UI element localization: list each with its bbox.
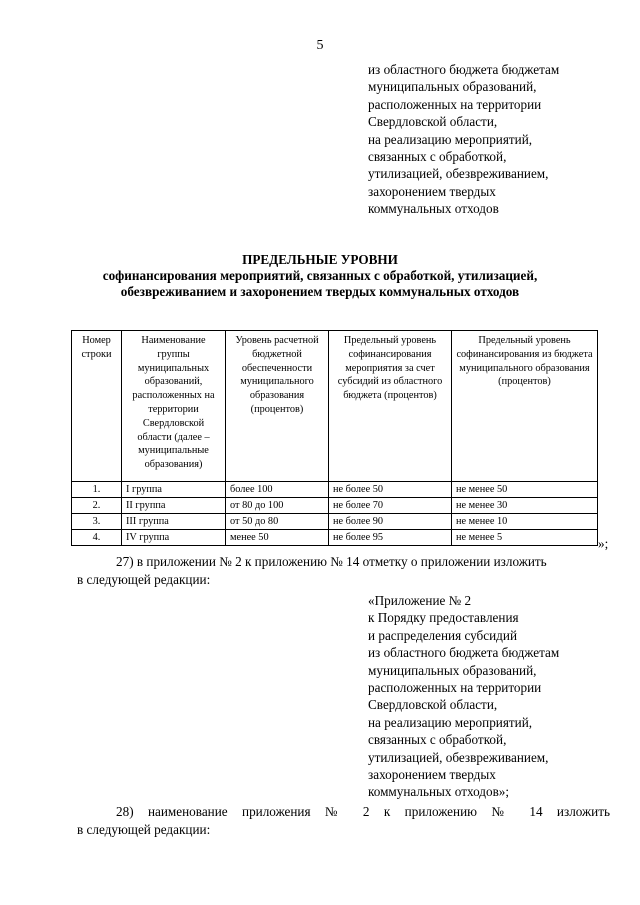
cell-group: IV группа [122,530,226,546]
address-line: на реализацию мероприятий, [368,131,533,147]
address-line: на реализацию мероприятий, [368,714,533,730]
cell-row-number: 3. [72,514,122,530]
cell-row-number: 4. [72,530,122,546]
cell-group: II группа [122,498,226,514]
header-budget-level: Уровень расчетной бюджетной обеспеченности муниципального образования (процентов) [226,331,329,482]
address-line: коммунальных отходов»; [368,784,510,800]
address-line: к Порядку предоставления [368,610,519,626]
cell-municipal-share: не менее 5 [452,530,598,546]
cell-regional-share: не более 90 [329,514,452,530]
header-row-number: Номер строки [72,331,122,482]
paragraph-28 [77,803,610,839]
address-line: захоронением твердых [368,766,496,782]
cell-budget-level: от 50 до 80 [226,514,329,530]
table-row [72,482,598,498]
address-line: расположенных на территории [368,96,542,112]
paragraph-27 [77,553,610,589]
cell-row-number: 1. [72,482,122,498]
cell-regional-share: не более 50 [329,482,452,498]
document-subtitle-line2: обезвреживанием и захоронением твердых коммунальных отходов [120,284,520,299]
table-row [72,498,598,514]
address-line: из областного бюджета бюджетам [368,62,560,77]
document-title: ПРЕДЕЛЬНЫЕ УРОВНИ [242,252,398,267]
cell-budget-level: более 100 [226,482,329,498]
address-line: Свердловской области, [368,697,498,713]
paragraph-27-line2: в следующей редакции: [77,572,211,587]
address-line: связанных с обработкой, [368,732,507,748]
address-line: утилизацией, обезвреживанием, [368,749,549,765]
address-line: муниципальных образований, [368,662,537,678]
document-subtitle-line1: софинансирования мероприятий, связанных с обработкой, утилизацией, [102,268,538,283]
cell-regional-share: не более 70 [329,498,452,514]
header-group-name: Наименование группы муниципальных образований, расположенных на территории Свердловской области (далее – муниципальные образования) [122,331,226,482]
address-line: Свердловской области, [368,114,498,130]
address-line: муниципальных образований, [368,79,537,95]
address-line: захоронением твердых [368,183,496,199]
address-line: коммунальных отходов [368,201,499,217]
cell-row-number: 2. [72,498,122,514]
address-line: «Приложение № 2 [368,593,472,608]
paragraph-27-line1: 27) в приложении № 2 к приложению № 14 отметку о приложении изложить [116,554,547,569]
cell-municipal-share: не менее 30 [452,498,598,514]
address-line: из областного бюджета бюджетам [368,645,560,661]
header-municipal-cofinancing: Предельный уровень софинансирования из бюджета муниципального образования (процентов) [452,331,598,482]
page-number: 5 [316,38,324,53]
cell-budget-level: менее 50 [226,530,329,546]
address-line: связанных с обработкой, [368,148,507,164]
paragraph-28-line2: в следующей редакции: [77,822,211,837]
table-header-row [72,331,598,482]
header-regional-cofinancing: Предельный уровень софинансирования мероприятия за счет субсидий из областного бюджета (процентов) [329,331,452,482]
cell-budget-level: от 80 до 100 [226,498,329,514]
address-line: и распределения субсидий [368,627,518,643]
cell-municipal-share: не менее 50 [452,482,598,498]
table-row [72,530,598,546]
paragraph-28-line1: 28) наименование приложения № 2 к приложению № 14 изложить [116,804,610,819]
cell-group: I группа [122,482,226,498]
cell-municipal-share: не менее 10 [452,514,598,530]
address-block-bottom [368,592,559,801]
table-closing-quote: »; [598,536,609,551]
address-line: расположенных на территории [368,679,542,695]
cell-regional-share: не более 95 [329,530,452,546]
cofinancing-levels-table [71,330,598,546]
address-line: утилизацией, обезвреживанием, [368,166,549,182]
cell-group: III группа [122,514,226,530]
address-block-top [368,61,559,218]
table-row [72,514,598,530]
